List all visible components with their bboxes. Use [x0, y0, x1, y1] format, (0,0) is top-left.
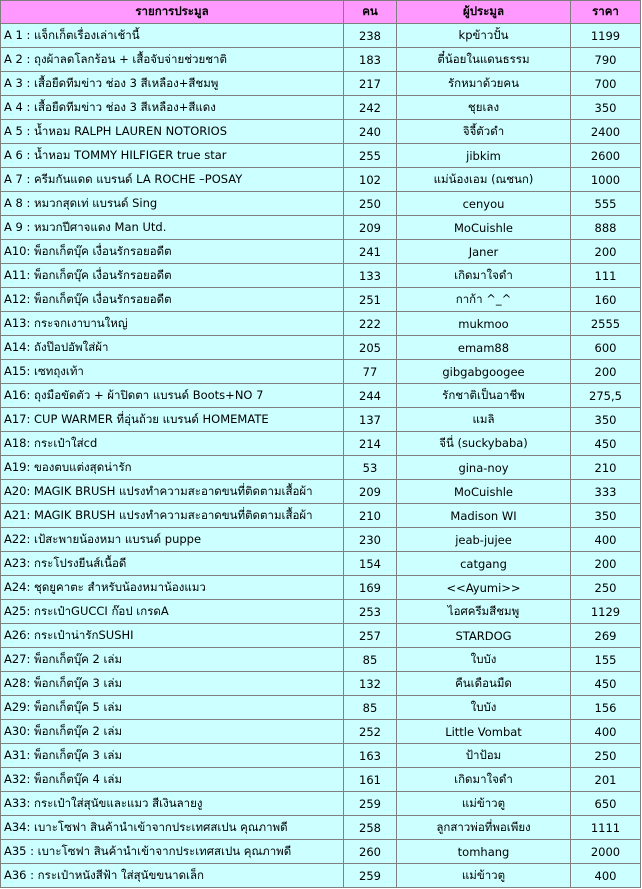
header-item: รายการประมูล [1, 1, 344, 24]
cell-bidder: catgang [397, 552, 571, 576]
cell-person-count: 242 [344, 96, 397, 120]
cell-bidder: ใบบัง [397, 696, 571, 720]
cell-person-count: 183 [344, 48, 397, 72]
cell-person-count: 240 [344, 120, 397, 144]
cell-price: 250 [571, 744, 641, 768]
cell-person-count: 258 [344, 816, 397, 840]
cell-item: A30: พ็อกเก็ตบุ๊ค 2 เล่ม [1, 720, 344, 744]
cell-bidder: Little Vombat [397, 720, 571, 744]
cell-price: 155 [571, 648, 641, 672]
cell-person-count: 163 [344, 744, 397, 768]
table-row [1, 48, 641, 72]
cell-bidder: ป้าป้อม [397, 744, 571, 768]
cell-person-count: 85 [344, 696, 397, 720]
cell-item: A23: กระโปรงยีนส์เนื้อดี [1, 552, 344, 576]
table-row [1, 792, 641, 816]
table-row [1, 72, 641, 96]
cell-item: A18: กระเป๋าใส่cd [1, 432, 344, 456]
cell-item: A36 : กระเป๋าหนังสีฟ้า ใส่สุนัขขนาดเล็ก [1, 864, 344, 888]
cell-price: 1199 [571, 24, 641, 48]
cell-item: A 8 : หมวกสุดเท่ แบรนด์ Sing [1, 192, 344, 216]
cell-item: A32: พ็อกเก็ตบุ๊ค 4 เล่ม [1, 768, 344, 792]
cell-bidder: รักหมาด้วยคน [397, 72, 571, 96]
cell-person-count: 77 [344, 360, 397, 384]
table-row [1, 552, 641, 576]
cell-bidder: แม่ข้าวตู [397, 864, 571, 888]
cell-bidder: jeab-jujee [397, 528, 571, 552]
cell-price: 275,5 [571, 384, 641, 408]
cell-bidder: ลูกสาวพ่อที่พอเพียง [397, 816, 571, 840]
cell-item: A22: เป้สะพายน้องหมา แบรนด์ puppe [1, 528, 344, 552]
table-row [1, 432, 641, 456]
cell-price: 160 [571, 288, 641, 312]
cell-bidder: ชุยเลง [397, 96, 571, 120]
cell-bidder: แมลิ [397, 408, 571, 432]
table-row [1, 720, 641, 744]
cell-person-count: 154 [344, 552, 397, 576]
table-row [1, 288, 641, 312]
cell-person-count: 102 [344, 168, 397, 192]
cell-person-count: 253 [344, 600, 397, 624]
table-row [1, 168, 641, 192]
cell-item: A34: เบาะโซฟา สินค้านำเข้าจากประเทศสเปน คุณภาพดี [1, 816, 344, 840]
cell-bidder: gibgabgoogee [397, 360, 571, 384]
cell-price: 250 [571, 576, 641, 600]
table-row [1, 120, 641, 144]
cell-bidder: gina-noy [397, 456, 571, 480]
cell-price: 350 [571, 504, 641, 528]
table-row [1, 240, 641, 264]
header-bidder: ผู้ประมูล [397, 1, 571, 24]
cell-item: A16: ถุงมือขัดตัว + ผ้าปิดตา แบรนด์ Boots+NO 7 [1, 384, 344, 408]
header-price: ราคา [571, 1, 641, 24]
table-row [1, 312, 641, 336]
cell-item: A10: พ็อกเก็ตบุ๊ค เงื่อนรักรอยอดีต [1, 240, 344, 264]
header-person-count: คน [344, 1, 397, 24]
cell-price: 2400 [571, 120, 641, 144]
cell-person-count: 161 [344, 768, 397, 792]
cell-bidder: เกิดมาใจดำ [397, 768, 571, 792]
cell-price: 200 [571, 552, 641, 576]
cell-item: A24: ชุดยูคาตะ สำหรับน้องหมาน้องแมว [1, 576, 344, 600]
cell-price: 1111 [571, 816, 641, 840]
cell-price: 350 [571, 96, 641, 120]
cell-bidder: cenyou [397, 192, 571, 216]
table-row [1, 864, 641, 888]
table-row [1, 480, 641, 504]
table-row [1, 696, 641, 720]
cell-price: 450 [571, 432, 641, 456]
cell-person-count: 252 [344, 720, 397, 744]
table-body [1, 24, 641, 888]
cell-person-count: 85 [344, 648, 397, 672]
cell-bidder: STARDOG [397, 624, 571, 648]
cell-price: 555 [571, 192, 641, 216]
cell-item: A15: เซทถุงเท้า [1, 360, 344, 384]
cell-person-count: 214 [344, 432, 397, 456]
table-row [1, 576, 641, 600]
table-row [1, 768, 641, 792]
cell-item: A 5 : น้ำหอม RALPH LAUREN NOTORIOS [1, 120, 344, 144]
table-row [1, 840, 641, 864]
cell-item: A 9 : หมวกปีศาจแดง Man Utd. [1, 216, 344, 240]
table-row [1, 528, 641, 552]
cell-person-count: 259 [344, 864, 397, 888]
cell-bidder: <<Ayumi>> [397, 576, 571, 600]
cell-person-count: 244 [344, 384, 397, 408]
table-row [1, 192, 641, 216]
cell-item: A 3 : เสื้อยืดทีมข่าว ช่อง 3 สีเหลือง+สีชมพู [1, 72, 344, 96]
cell-price: 2000 [571, 840, 641, 864]
cell-bidder: MoCuishle [397, 216, 571, 240]
cell-item: A19: ของตบแต่งสุดน่ารัก [1, 456, 344, 480]
cell-item: A31: พ็อกเก็ตบุ๊ค 3 เล่ม [1, 744, 344, 768]
cell-person-count: 53 [344, 456, 397, 480]
cell-price: 1129 [571, 600, 641, 624]
cell-item: A29: พ็อกเก็ตบุ๊ค 5 เล่ม [1, 696, 344, 720]
cell-person-count: 250 [344, 192, 397, 216]
cell-person-count: 259 [344, 792, 397, 816]
cell-person-count: 169 [344, 576, 397, 600]
cell-person-count: 133 [344, 264, 397, 288]
cell-price: 400 [571, 528, 641, 552]
cell-price: 269 [571, 624, 641, 648]
cell-item: A17: CUP WARMER ที่อุ่นถ้วย แบรนด์ HOMEMATE [1, 408, 344, 432]
cell-bidder: แม่ข้าวตู [397, 792, 571, 816]
table-row [1, 96, 641, 120]
table-row [1, 744, 641, 768]
cell-person-count: 137 [344, 408, 397, 432]
table-row [1, 264, 641, 288]
cell-bidder: เกิดมาใจดำ [397, 264, 571, 288]
cell-item: A21: MAGIK BRUSH แปรงทำความสะอาดขนที่ติดตามเสื้อผ้า [1, 504, 344, 528]
cell-person-count: 238 [344, 24, 397, 48]
cell-item: A13: กระจกเงาบานใหญ่ [1, 312, 344, 336]
cell-person-count: 260 [344, 840, 397, 864]
cell-item: A14: ถังป๊อปอัพใส่ผ้า [1, 336, 344, 360]
cell-item: A 1 : แจ็กเก็ตเรื่องเล่าเช้านี้ [1, 24, 344, 48]
table-row [1, 384, 641, 408]
cell-item: A27: พ็อกเก็ตบุ๊ค 2 เล่ม [1, 648, 344, 672]
table-row [1, 816, 641, 840]
cell-person-count: 132 [344, 672, 397, 696]
cell-bidder: จิจี้ตัวดำ [397, 120, 571, 144]
cell-item: A33: กระเป๋าใส่สุนัขและแมว สีเงินลายงู [1, 792, 344, 816]
cell-item: A12: พ็อกเก็ตบุ๊ค เงื่อนรักรอยอดีต [1, 288, 344, 312]
cell-item: A28: พ็อกเก็ตบุ๊ค 3 เล่ม [1, 672, 344, 696]
cell-bidder: ใบบัง [397, 648, 571, 672]
cell-item: A35 : เบาะโซฟา สินค้านำเข้าจากประเทศสเปน คุณภาพดี [1, 840, 344, 864]
cell-item: A 4 : เสื้อยืดทีมข่าว ช่อง 3 สีเหลือง+สีแดง [1, 96, 344, 120]
cell-person-count: 230 [344, 528, 397, 552]
cell-bidder: Janer [397, 240, 571, 264]
cell-person-count: 210 [344, 504, 397, 528]
cell-person-count: 251 [344, 288, 397, 312]
table-row [1, 456, 641, 480]
cell-bidder: mukmoo [397, 312, 571, 336]
cell-bidder: tomhang [397, 840, 571, 864]
cell-price: 700 [571, 72, 641, 96]
cell-person-count: 209 [344, 216, 397, 240]
cell-price: 2555 [571, 312, 641, 336]
cell-price: 111 [571, 264, 641, 288]
table-row [1, 336, 641, 360]
cell-price: 210 [571, 456, 641, 480]
table-row [1, 24, 641, 48]
cell-bidder: Madison WI [397, 504, 571, 528]
cell-bidder: คืนเดือนมืด [397, 672, 571, 696]
cell-item: A 6 : น้ำหอม TOMMY HILFIGER true star [1, 144, 344, 168]
cell-bidder: jibkim [397, 144, 571, 168]
cell-price: 400 [571, 720, 641, 744]
table-row [1, 216, 641, 240]
cell-price: 333 [571, 480, 641, 504]
cell-person-count: 257 [344, 624, 397, 648]
table-row [1, 648, 641, 672]
cell-bidder: จีนี่ (suckybaba) [397, 432, 571, 456]
cell-price: 350 [571, 408, 641, 432]
cell-price: 600 [571, 336, 641, 360]
cell-person-count: 209 [344, 480, 397, 504]
cell-price: 156 [571, 696, 641, 720]
cell-price: 200 [571, 240, 641, 264]
cell-price: 400 [571, 864, 641, 888]
table-row [1, 600, 641, 624]
table-row [1, 672, 641, 696]
cell-bidder: รักชาติเป็นอาชีพ [397, 384, 571, 408]
table-row [1, 504, 641, 528]
cell-person-count: 241 [344, 240, 397, 264]
cell-person-count: 205 [344, 336, 397, 360]
cell-price: 2600 [571, 144, 641, 168]
cell-item: A25: กระเป๋าGUCCI ก๊อป เกรดA [1, 600, 344, 624]
cell-item: A 2 : ถุงผ้าลดโลกร้อน + เสื้อจับจ่ายช่วยชาติ [1, 48, 344, 72]
cell-person-count: 255 [344, 144, 397, 168]
cell-price: 888 [571, 216, 641, 240]
cell-price: 790 [571, 48, 641, 72]
cell-price: 650 [571, 792, 641, 816]
cell-item: A26: กระเป๋าน่ารักSUSHI [1, 624, 344, 648]
cell-item: A 7 : ครีมกันแดด แบรนด์ LA ROCHE –POSAY [1, 168, 344, 192]
cell-bidder: emam88 [397, 336, 571, 360]
cell-person-count: 222 [344, 312, 397, 336]
header-row [1, 1, 641, 24]
table-row [1, 144, 641, 168]
cell-price: 201 [571, 768, 641, 792]
cell-price: 450 [571, 672, 641, 696]
table-row [1, 624, 641, 648]
cell-item: A11: พ็อกเก็ตบุ๊ค เงื่อนรักรอยอดีต [1, 264, 344, 288]
cell-bidder: กาก้า ^_^ [397, 288, 571, 312]
cell-bidder: ไอศครีมสีชมพู [397, 600, 571, 624]
table-row [1, 360, 641, 384]
cell-price: 1000 [571, 168, 641, 192]
cell-price: 200 [571, 360, 641, 384]
cell-bidder: kpข้าวปั้น [397, 24, 571, 48]
cell-bidder: ตี๋น้อยในแดนธรรม [397, 48, 571, 72]
cell-bidder: MoCuishle [397, 480, 571, 504]
table-row [1, 408, 641, 432]
cell-person-count: 217 [344, 72, 397, 96]
cell-item: A20: MAGIK BRUSH แปรงทำความสะอาดขนที่ติดตามเสื้อผ้า [1, 480, 344, 504]
cell-bidder: แม่น้องเอม (ณชนก) [397, 168, 571, 192]
